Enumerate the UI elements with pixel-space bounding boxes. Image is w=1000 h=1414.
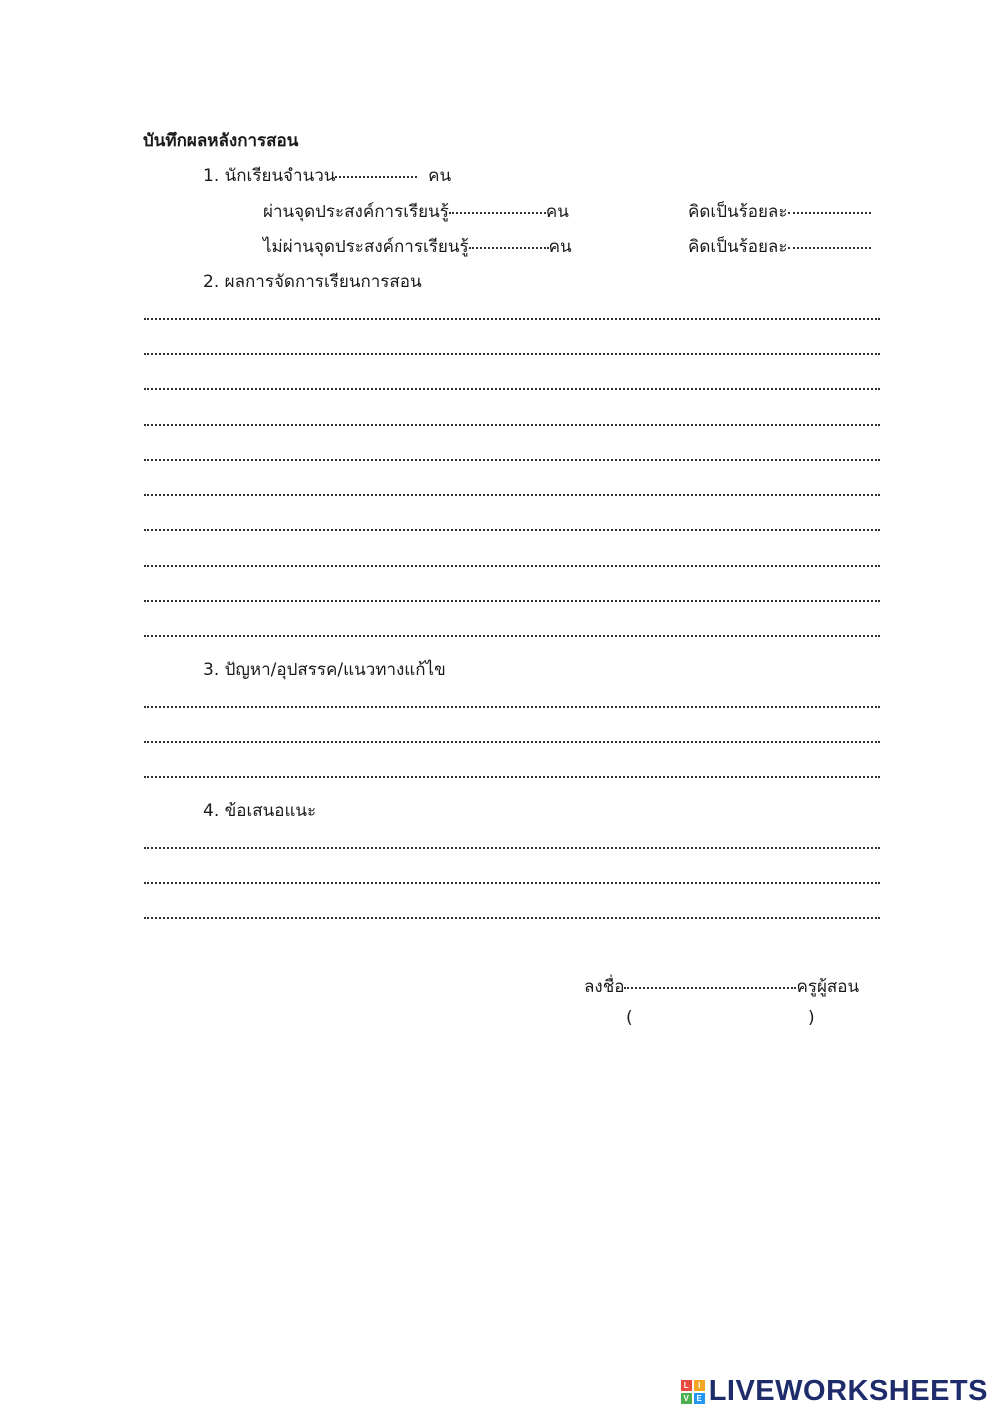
printed-name-field[interactable] [640, 1008, 806, 1030]
signature-open-paren: ( [626, 1008, 633, 1028]
item2-answer-line[interactable] [144, 318, 880, 320]
pass-percent-field[interactable] [788, 212, 871, 214]
teacher-role-label: ครูผู้สอน [796, 977, 860, 997]
pass-percent-label: คิดเป็นร้อยละ [688, 202, 788, 222]
fail-unit: คน [548, 237, 572, 257]
logo-tile: E [694, 1393, 705, 1404]
student-count-field[interactable] [335, 176, 417, 178]
pass-row [263, 198, 569, 225]
item3-answer-line[interactable] [144, 776, 880, 778]
liveworksheets-logo [681, 1375, 988, 1408]
signature-field[interactable] [624, 987, 796, 989]
item2-answer-line[interactable] [144, 635, 880, 637]
logo-tile: V [681, 1393, 692, 1404]
fail-count-field[interactable] [469, 247, 549, 249]
item2-heading: 2. ผลการจัดการเรียนการสอน [203, 272, 422, 292]
item3-answer-line[interactable] [144, 741, 880, 743]
pass-label: ผ่านจุดประสงค์การเรียนรู้ [263, 202, 449, 222]
item3-heading: 3. ปัญหา/อุปสรรค/แนวทางแก้ไข [203, 660, 446, 680]
item2-answer-line[interactable] [144, 529, 880, 531]
item2-answer-line[interactable] [144, 388, 880, 390]
pass-percent-row [688, 198, 871, 225]
fail-row [263, 233, 572, 260]
fail-percent-label: คิดเป็นร้อยละ [688, 237, 788, 257]
fail-percent-row [688, 233, 871, 260]
pass-unit: คน [545, 202, 569, 222]
logo-tiles-icon [681, 1380, 705, 1404]
signature-close-paren: ) [808, 1008, 815, 1028]
item4-heading: 4. ข้อเสนอแนะ [203, 801, 317, 821]
item4-answer-line[interactable] [144, 917, 880, 919]
fail-label: ไม่ผ่านจุดประสงค์การเรียนรู้ [263, 237, 469, 257]
fail-percent-field[interactable] [788, 247, 871, 249]
student-count-unit: คน [428, 166, 452, 186]
document-title: บันทึกผลหลังการสอน [143, 131, 299, 151]
item4-answer-line[interactable] [144, 847, 880, 849]
item2-answer-line[interactable] [144, 494, 880, 496]
logo-text: LIVEWORKSHEETS [708, 1375, 988, 1407]
item2-answer-line[interactable] [144, 565, 880, 567]
item2-answer-line[interactable] [144, 600, 880, 602]
logo-tile: I [694, 1380, 705, 1391]
item2-answer-line[interactable] [144, 353, 880, 355]
sign-label: ลงชื่อ [584, 977, 625, 997]
logo-tile: L [681, 1380, 692, 1391]
student-count-row [203, 162, 451, 189]
item2-answer-line[interactable] [144, 459, 880, 461]
item3-answer-line[interactable] [144, 706, 880, 708]
item2-answer-line[interactable] [144, 424, 880, 426]
pass-count-field[interactable] [449, 212, 546, 214]
student-count-label: 1. นักเรียนจำนวน [203, 166, 336, 186]
item4-answer-line[interactable] [144, 882, 880, 884]
signature-row [584, 973, 859, 1000]
